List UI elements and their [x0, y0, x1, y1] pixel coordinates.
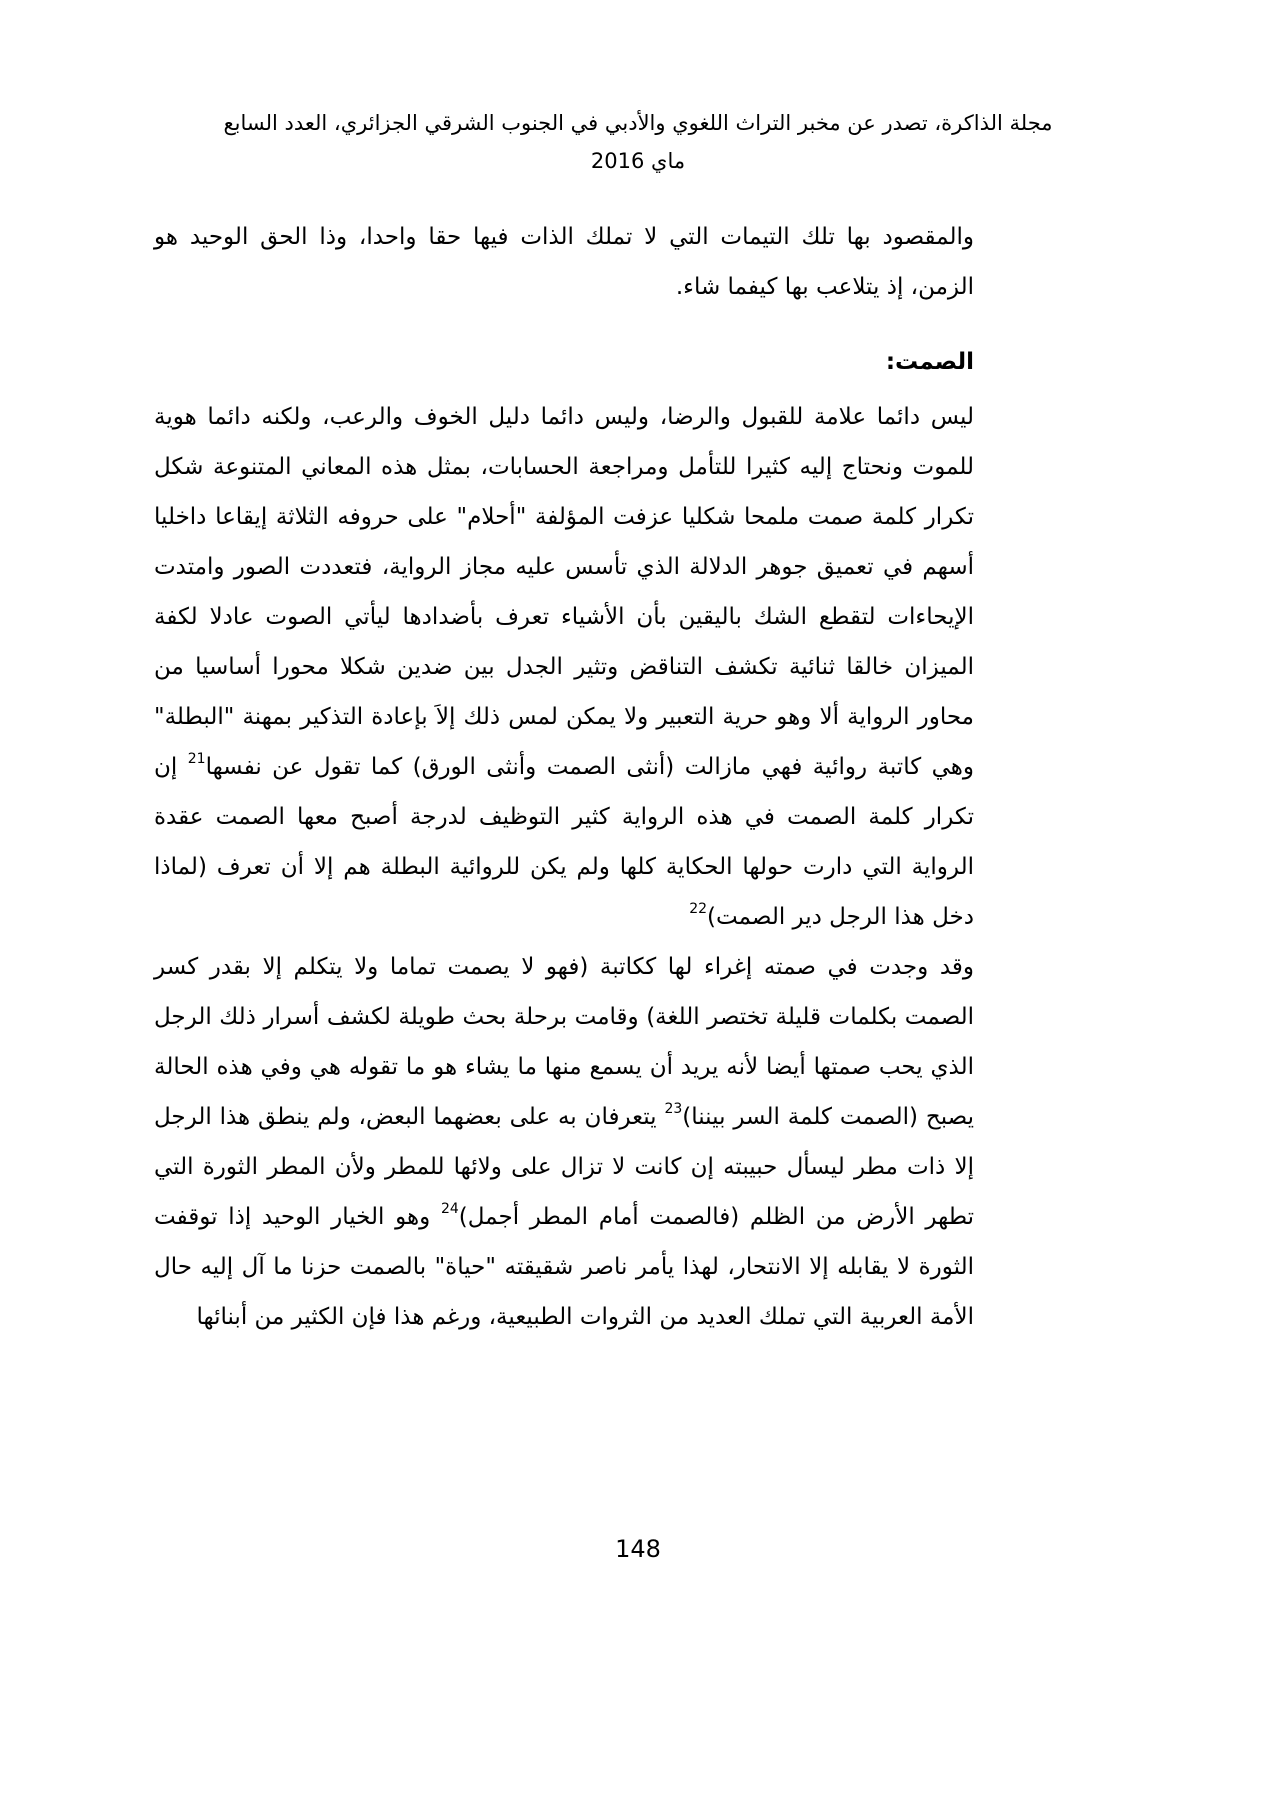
footnote-ref-23: 23 — [664, 1101, 683, 1118]
footnote-ref-22: 22 — [689, 901, 708, 918]
page-number: 148 — [615, 1535, 661, 1563]
paragraph-1-part-1: ليس دائما علامة للقبول والرضا، وليس دائما دليل الخوف والرعب، ولكنه دائما هوية للموت ونحتاج إليه كثيرا للتأمل ومراجعة الحسابات، بمثل هذه المعاني المتنوعة شكل تكرار كلمة صمت ملمحا شكليا عزفت المؤلفة "أحلام" على حروفه الثلاثة إيقاعا داخليا أسهم في تعميق جوهر الدلالة الذي تأسس عليه مجاز الرواية، فتعددت الصور وامتدت الإيحاءات لتقطع الشك باليقين بأن الأشياء تعرف بأضدادها ليأتي الصوت عادلا لكفة الميزان خالقا ثنائية تكشف التناقض وتثير الجدل بين ضدين شكلا محورا أساسيا من محاور الرواية ألا وهو حرية التعبير ولا يمكن لمس ذلك إلاَ بإعادة التذكير بمهنة "البطلة" وهي كاتبة روائية فهي مازالت (أنثى الصمت وأنثى الورق) كما تقول عن نفسها — [154, 404, 975, 780]
section-title: الصمت: — [885, 349, 974, 375]
paragraph-2-part-3: وهو الخيار الوحيد إذا توقفت الثورة لا يقابله إلا الانتحار، لهذا يأمر ناصر شقيقته "حياة" بالصمت حزنا ما آل إليه حال الأمة العربية التي تملك العديد من الثروات الطبيعية، ورغم هذا فإن الكثير من أبنائها — [154, 1204, 974, 1330]
paragraph-silence-2 — [154, 942, 974, 1342]
body-text — [154, 212, 974, 1342]
paragraph-2-part-1: وقد وجدت في صمته إغراء لها ككاتبة (فهو لا يصمت تماما ولا يتكلم إلا بقدر كسر الصمت بكلمات قليلة تختصر اللغة) وقامت برحلة بحث طويلة لكشف أسرار ذلك الرجل الذي يحب صمتها أيضا لأنه يريد أن يسمع منها ما يشاء هو ما تقوله هي وفي هذه الحالة يصبح (الصمت كلمة السر بيننا) — [154, 954, 975, 1130]
paragraph-1-part-2: إن تكرار كلمة الصمت في هذه الرواية كثير التوظيف لدرجة أصبح معها الصمت عقدة الرواية التي دارت حولها الحكاية كلها ولم يكن للروائية البطلة هم إلا أن تعرف (لماذا دخل هذا الرجل دير الصمت) — [154, 754, 974, 930]
intro-paragraph: والمقصود بها تلك التيمات التي لا تملك الذات فيها حقا واحدا، وذا الحق الوحيد هو الزمن، إذ يتلاعب بها كيفما شاء. — [154, 224, 974, 300]
journal-header — [100, 104, 1176, 180]
header-date: ماي 2016 — [590, 149, 686, 173]
paragraph-2-part-2: يتعرفان به على بعضهما البعض، ولم ينطق هذا الرجل إلا ذات مطر ليسأل حبيبته إن كانت لا تزال على ولائها للمطر ولأن المطر الثورة التي تطهر الأرض من الظلم (فالصمت أمام المطر أجمل) — [154, 1104, 974, 1230]
paragraph-silence-1 — [154, 392, 974, 942]
header-line-1: مجلة الذاكرة، تصدر عن مخبر التراث اللغوي والأدبي في الجنوب الشرقي الجزائري، العدد السابع — [223, 111, 1053, 135]
footnote-ref-24: 24 — [440, 1201, 459, 1218]
footnote-ref-21: 21 — [187, 751, 206, 768]
